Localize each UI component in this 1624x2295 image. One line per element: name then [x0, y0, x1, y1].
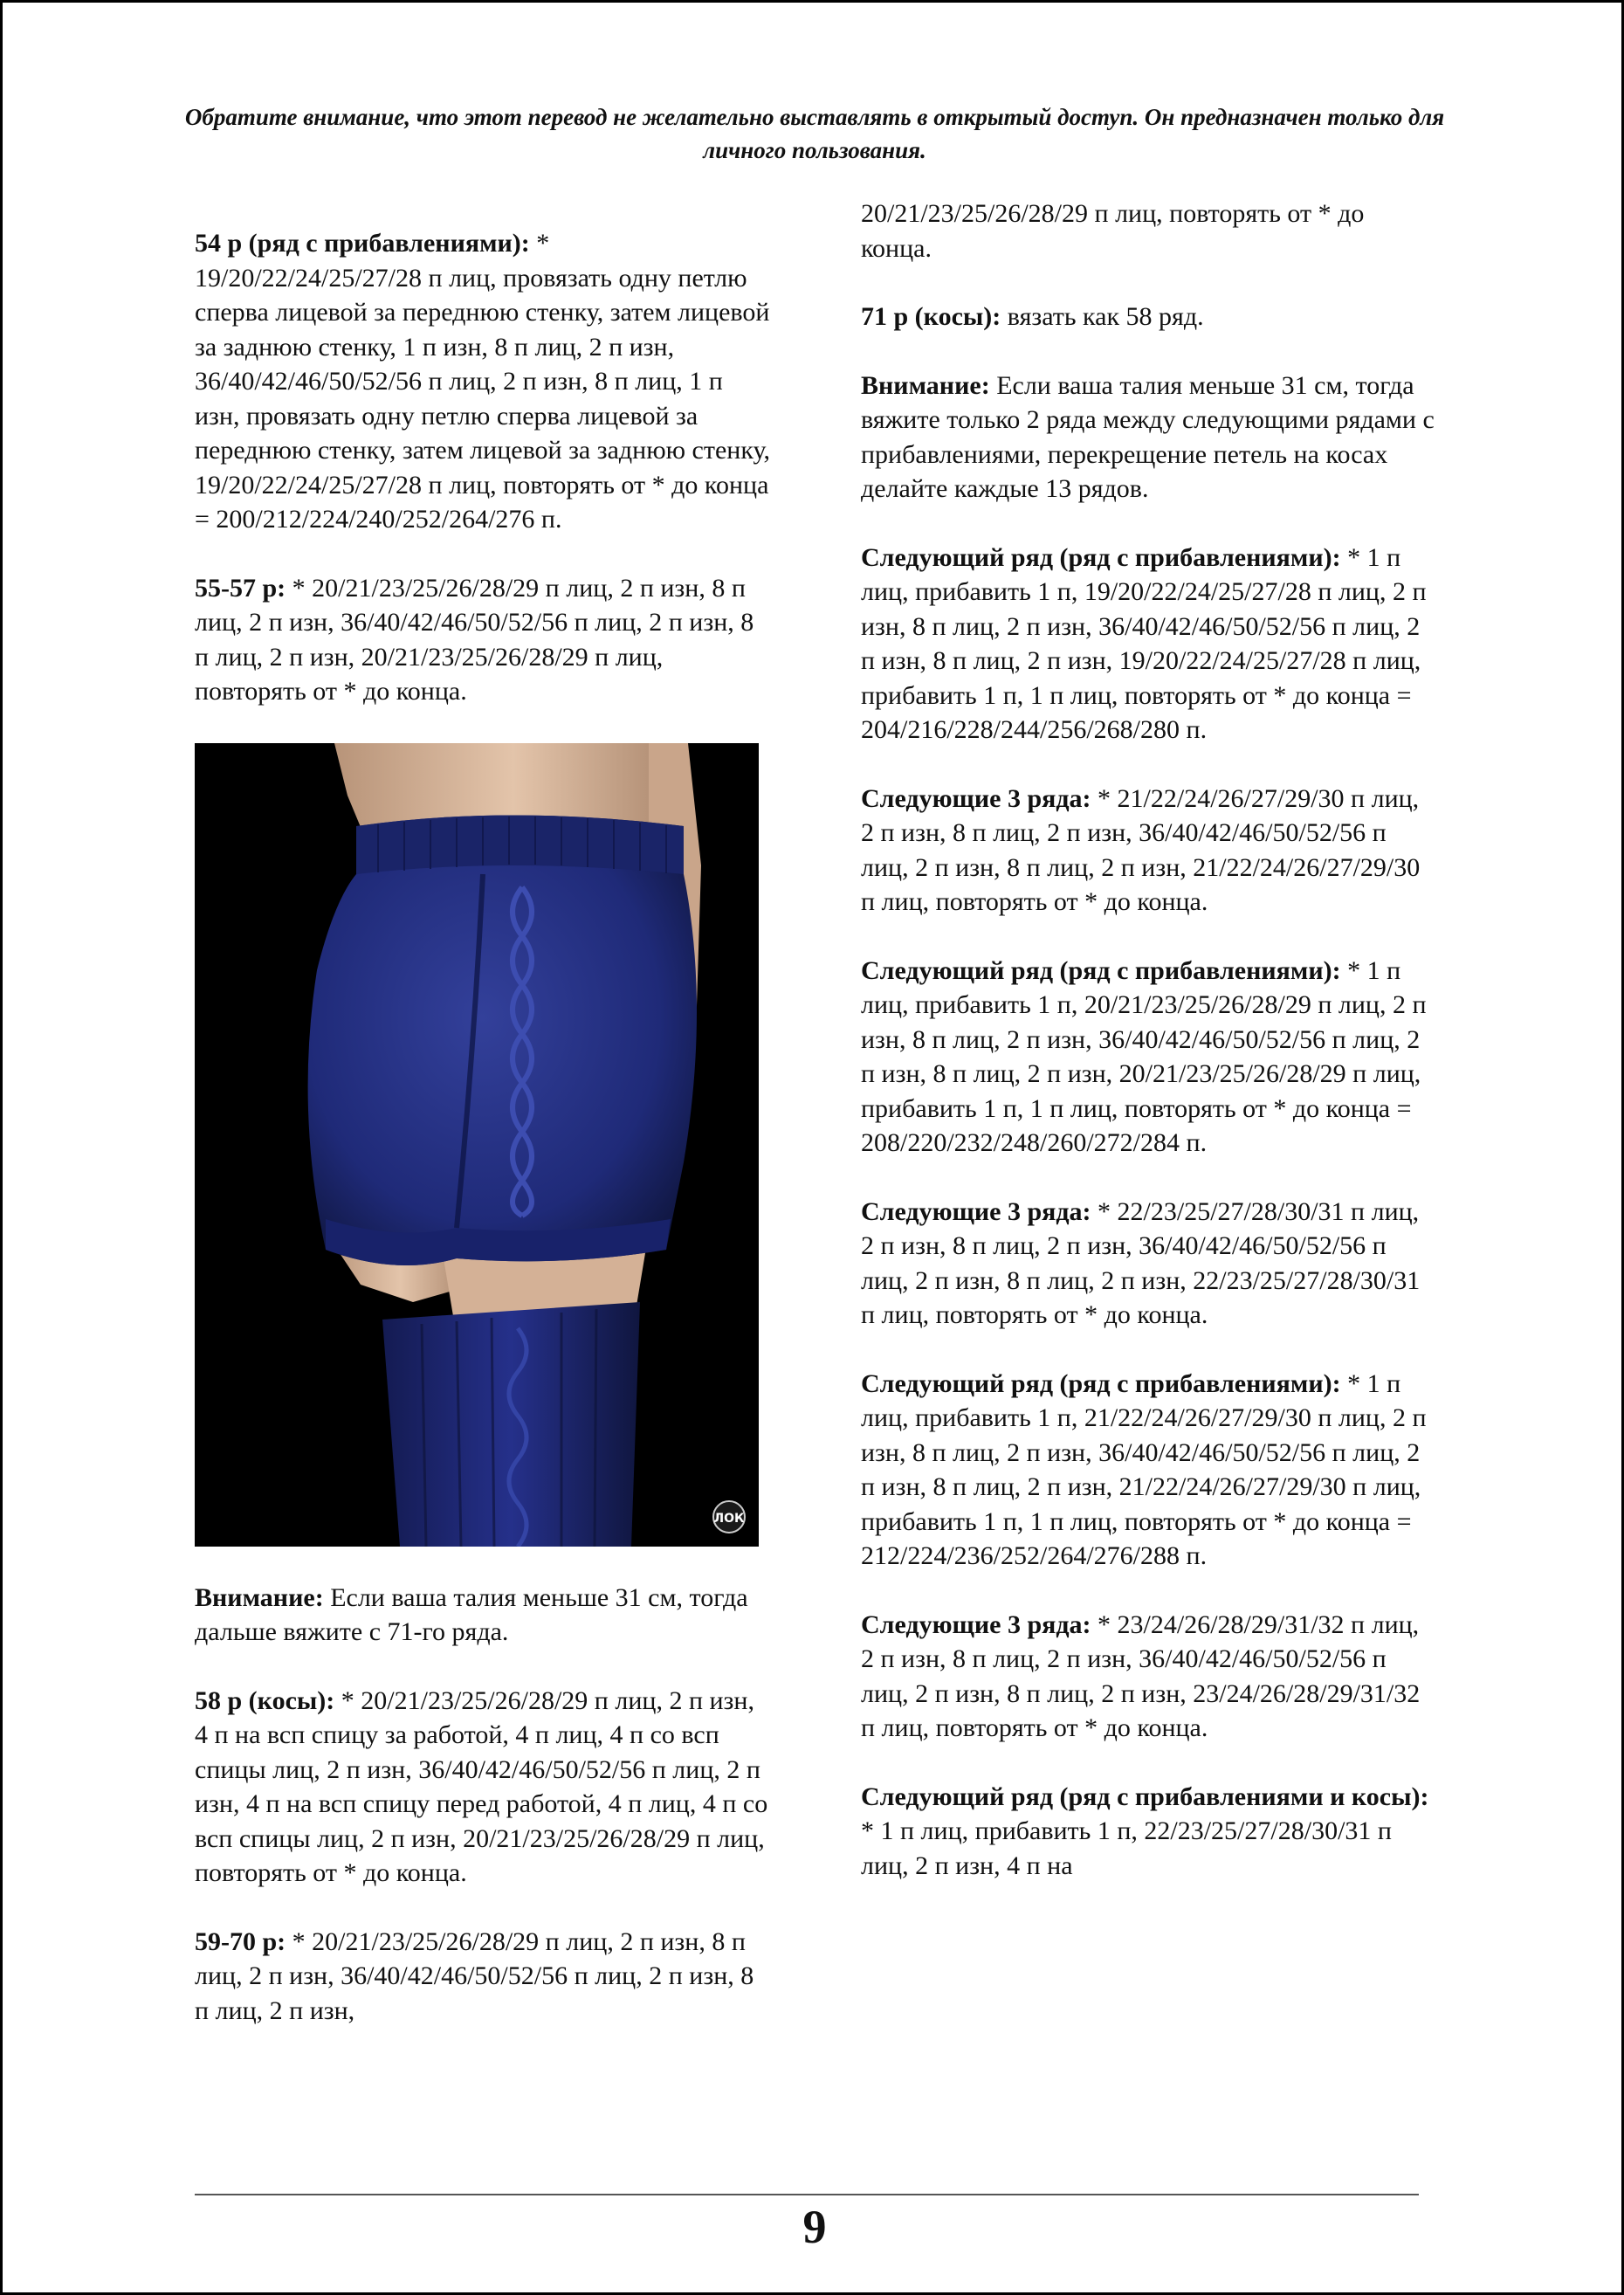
increase-row-3-heading: Следующий ряд (ряд с прибавлениями): [861, 1368, 1341, 1398]
three-rows-3-heading: Следующие 3 ряда: [861, 1609, 1091, 1639]
three-rows-3-text: * 23/24/26/28/29/31/32 п лиц, 2 п изн, 8 п лиц, 2 п изн, 36/40/42/46/50/52/56 п лиц, 2 п изн, 8 п лиц, 2 п изн, 23/24/26/28/29/31/32 п лиц, повторять от * до конца. [861, 1609, 1421, 1742]
increase-row-2 [861, 954, 1437, 1161]
row-54-heading: 54 р (ряд с прибавлениями): [195, 229, 530, 258]
left-attention-text: Если ваша талия меньше 31 см, тогда дальше вяжите с 71-го ряда. [195, 1582, 748, 1646]
row-54-text: * 19/20/22/24/25/27/28 п лиц, провязать одну петлю сперва лицевой за переднюю стенку, затем лицевой за заднюю стенку, 1 п изн, 8 п лиц, 2 п изн, 36/40/42/46/50/52/56 п лиц, 2 п изн, 8 п лиц, 1 п изн, провязать одну петлю сперва лицевой за переднюю стенку, затем лицевой за заднюю стенку, 19/20/22/24/25/27/28 п лиц, повторять от * до конца = 200/212/224/240/252/264/276 п. [195, 229, 771, 534]
rows-59-70-continuation: 20/21/23/25/26/28/29 п лиц, повторять от * до конца. [861, 199, 1365, 263]
right-attention-note [861, 369, 1437, 507]
three-rows-2-text: * 22/23/25/27/28/30/31 п лиц, 2 п изн, 8 п лиц, 2 п изн, 36/40/42/46/50/52/56 п лиц, 2 п изн, 8 п лиц, 2 п изн, 22/23/25/27/28/30/31 п лиц, повторять от * до конца. [861, 1196, 1421, 1329]
increase-row-1-text: * 1 п лиц, прибавить 1 п, 19/20/22/24/25/27/28 п лиц, 2 п изн, 8 п лиц, 2 п изн, 36/40/42/46/50/52/56 п лиц, 2 п изн, 8 п лиц, 2 п изн, 19/20/22/24/25/27/28 п лиц, прибавить 1 п, 1 п лиц, повторять от * до конца = 204/216/228/244/256/268/280 п. [861, 542, 1427, 744]
row-71-instruction [861, 300, 1437, 334]
rows-55-57-instruction [195, 571, 771, 709]
right-attention-heading: Внимание: [861, 370, 990, 400]
three-rows-2-heading: Следующие 3 ряда: [861, 1196, 1091, 1226]
three-rows-1 [861, 782, 1437, 920]
three-rows-1-text: * 21/22/24/26/27/29/30 п лиц, 2 п изн, 8 п лиц, 2 п изн, 36/40/42/46/50/52/56 п лиц, 2 п изн, 8 п лиц, 2 п изн, 21/22/24/26/27/29/30 п лиц, повторять от * до конца. [861, 783, 1421, 916]
right-attention-text: Если ваша талия меньше 31 см, тогда вяжите только 2 ряда между следующими рядами с прибавлениями, перекрещение петель на косах делайте каждые 13 рядов. [861, 370, 1435, 503]
row-71-heading: 71 р (косы): [861, 302, 1001, 331]
rows-59-70-text: * 20/21/23/25/26/28/29 п лиц, 2 п изн, 8 п лиц, 2 п изн, 36/40/42/46/50/52/56 п лиц, 2 п изн, 8 п лиц, 2 п изн, [195, 1926, 754, 2025]
three-rows-1-heading: Следующие 3 ряда: [861, 783, 1091, 813]
footer-divider [195, 2194, 1419, 2195]
three-rows-3 [861, 1608, 1437, 1746]
increase-cable-row-heading: Следующий ряд (ряд с прибавлениями и косы): [861, 1782, 1429, 1811]
increase-cable-row-text: * 1 п лиц, прибавить 1 п, 22/23/25/27/28/30/31 п лиц, 2 п изн, 4 п на [861, 1816, 1392, 1880]
row-54-instruction [195, 226, 771, 537]
increase-row-1-heading: Следующий ряд (ряд с прибавлениями): [861, 542, 1341, 572]
photo-watermark-logo: ЛОК [713, 1511, 745, 1526]
knitted-shorts-photo [195, 743, 759, 1547]
usage-notice: Обратите внимание, что этот перевод не желательно выставлять в открытый доступ. Он предназначен только для личного пользования. [184, 104, 1445, 163]
right-column [861, 196, 1437, 1917]
rows-59-70-heading: 59-70 р: [195, 1926, 286, 1956]
row-71-text: вязать как 58 ряд. [1001, 302, 1204, 331]
page-number: 9 [802, 2201, 827, 2253]
rows-55-57-heading: 55-57 р: [195, 573, 286, 603]
left-column [195, 226, 771, 2062]
left-attention-note [195, 1581, 771, 1650]
three-rows-2 [861, 1195, 1437, 1333]
increase-row-3-text: * 1 п лиц, прибавить 1 п, 21/22/24/26/27/29/30 п лиц, 2 п изн, 8 п лиц, 2 п изн, 36/40/42/46/50/52/56 п лиц, 2 п изн, 8 п лиц, 2 п изн, 21/22/24/26/27/29/30 п лиц, прибавить 1 п, 1 п лиц, повторять от * до конца = 212/224/236/252/264/276/288 п. [861, 1368, 1427, 1570]
increase-cable-row [861, 1780, 1437, 1884]
row-58-heading: 58 р (косы): [195, 1685, 335, 1715]
increase-row-2-heading: Следующий ряд (ряд с прибавлениями): [861, 955, 1341, 985]
photo-illustration [195, 743, 759, 1547]
rows-55-57-text: * 20/21/23/25/26/28/29 п лиц, 2 п изн, 8 п лиц, 2 п изн, 36/40/42/46/50/52/56 п лиц, 2 п изн, 8 п лиц, 2 п изн, 20/21/23/25/26/28/29 п лиц, повторять от * до конца. [195, 573, 754, 706]
rows-59-70-instruction [195, 1925, 771, 2029]
row-58-instruction [195, 1684, 771, 1891]
increase-row-1 [861, 541, 1437, 748]
increase-row-3 [861, 1367, 1437, 1574]
left-attention-heading: Внимание: [195, 1582, 324, 1612]
increase-row-2-text: * 1 п лиц, прибавить 1 п, 20/21/23/25/26/28/29 п лиц, 2 п изн, 8 п лиц, 2 п изн, 36/40/42/46/50/52/56 п лиц, 2 п изн, 8 п лиц, 2 п изн, 20/21/23/25/26/28/29 п лиц, прибавить 1 п, 1 п лиц, повторять от * до конца = 208/220/232/248/260/272/284 п. [861, 955, 1427, 1157]
row-58-text: * 20/21/23/25/26/28/29 п лиц, 2 п изн, 4 п на всп спицу за работой, 4 п лиц, 4 п со всп спицы лиц, 2 п изн, 36/40/42/46/50/52/56 п лиц, 2 п изн, 4 п на всп спицу перед работой, 4 п лиц, 4 п со всп спицы лиц, 2 п изн, 20/21/23/25/26/28/29 п лиц, повторять от * до конца. [195, 1685, 768, 1887]
